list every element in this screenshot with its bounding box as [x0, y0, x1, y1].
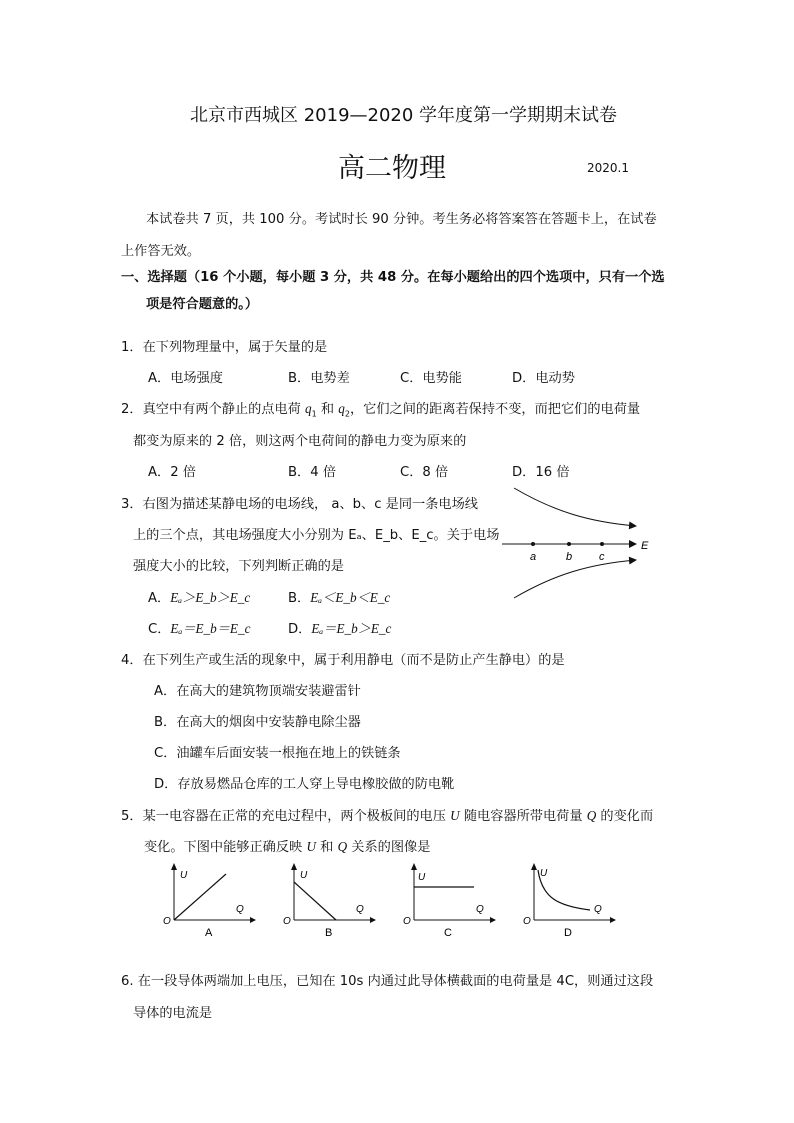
q2-q1-subscript: 1: [311, 409, 317, 419]
graph-d-origin: O: [523, 916, 531, 927]
q5-graph-c: [398, 862, 498, 940]
q3-stem-line-1: 3．右图为描述某静电场的电场线， a、b、c 是同一条电场线: [121, 497, 478, 512]
q4-stem: 4．在下列生产或生活的现象中，属于利用静电（而不是防止产生静电）的是: [121, 653, 565, 668]
graph-b-x-label: Q: [356, 904, 364, 915]
q5-U: U: [450, 808, 460, 823]
q2-stem-line-1: [121, 398, 640, 419]
field-line-top: [514, 488, 636, 526]
q5-graph-a: [158, 862, 258, 940]
q2-q1-symbol: q: [305, 401, 312, 416]
q3-option-c: [148, 618, 250, 637]
q3-option-d-text: Eₐ＝E_b＞E_c: [311, 621, 392, 636]
graph-d-label: D: [564, 927, 572, 939]
point-a: [531, 542, 535, 546]
q5-line2-mid: 和: [315, 840, 338, 855]
q3-option-a: [148, 587, 250, 606]
q1-option-a: A．电场强度: [148, 371, 223, 386]
q5-line2-post: 关系的图像是: [347, 840, 431, 855]
q3-field-lines-figure: [500, 482, 670, 604]
q1-stem: 1．在下列物理量中，属于矢量的是: [121, 340, 328, 355]
q5-line1-post: 的变化而: [596, 809, 654, 824]
q3-option-d: [288, 618, 391, 637]
subject-title: 高二物理: [338, 153, 446, 184]
q5-Q: Q: [586, 808, 597, 823]
q1-option-c: C．电势能: [400, 371, 462, 386]
intro-line-1: 本试卷共 7 页，共 100 分。考试时长 90 分钟。考生务必将答案答在答题卡上，在试卷: [146, 212, 657, 227]
exam-title: 北京市西城区 2019—2020 学年度第一学期期末试卷: [190, 105, 618, 126]
graph-a-origin: O: [163, 916, 171, 927]
q2-stem-post: ，它们之间的距离若保持不变，而把它们的电荷量: [349, 402, 641, 417]
q5-line1-pre: 5．某一电容器在正常的充电过程中，两个极板间的电压: [121, 809, 451, 824]
q4-option-a: A．在高大的建筑物顶端安装避雷针: [154, 684, 361, 699]
q2-option-c: C．8 倍: [400, 465, 449, 480]
q5-graph-d: [518, 862, 618, 940]
q3-option-b: [288, 587, 390, 606]
q3-option-c-text: Eₐ＝E_b＝E_c: [170, 621, 251, 636]
q3-option-a-label: A．: [148, 591, 171, 606]
q2-stem-pre: 2．真空中有两个静止的点电荷: [121, 402, 306, 417]
q1-option-b: B．电势差: [288, 371, 350, 386]
q3-stem-line-3: 强度大小的比较，下列判断正确的是: [133, 559, 344, 574]
q6-stem-line-1: 6. 在一段导体两端加上电压，已知在 10s 内通过此导体横截面的电荷量是 4C，则通过这段: [121, 974, 654, 989]
graph-b-curve: [294, 882, 336, 920]
graph-a-x-label: Q: [236, 904, 244, 915]
q3-stem-line-2: 上的三个点，其电场强度大小分别为 Eₐ、E_b、E_c。关于电场: [133, 528, 500, 543]
graph-c-label: C: [444, 927, 452, 939]
graph-d-y-label: U: [540, 868, 548, 879]
q4-option-c: C．油罐车后面安装一根拖在地上的铁链条: [154, 746, 401, 761]
field-line-bottom: [514, 560, 636, 598]
q2-q2-symbol: q: [338, 401, 345, 416]
q5-stem-line-1: [121, 805, 653, 824]
q3-option-a-text: Eₐ＞E_b＞E_c: [170, 590, 251, 605]
graph-b-y-label: U: [300, 870, 308, 881]
q5-Q-2: Q: [337, 839, 348, 854]
q2-option-d: D．16 倍: [512, 465, 570, 480]
q2-q2-subscript: 2: [344, 409, 350, 419]
q4-option-d: D．存放易燃品仓库的工人穿上导电橡胶做的防电靴: [154, 777, 455, 792]
q5-line2-pre: 变化。下图中能够正确反映: [144, 840, 307, 855]
graph-d-x-label: Q: [594, 904, 602, 915]
section1-heading-line-2: 项是符合题意的。）: [146, 297, 259, 312]
exam-date: 2020.1: [587, 161, 629, 175]
label-a: a: [530, 551, 537, 563]
q2-stem-line-2: 都变为原来的 2 倍，则这两个电荷间的静电力变为原来的: [133, 434, 467, 449]
graph-c-origin: O: [403, 916, 411, 927]
graph-b-label: B: [325, 927, 333, 939]
graph-a-label: A: [205, 927, 213, 939]
section1-heading-line-1: 一、选择题（16 个小题，每小题 3 分，共 48 分。在每小题给出的四个选项中，只有一个选: [121, 270, 665, 285]
q5-line1-mid: 随电容器所带电荷量: [459, 809, 587, 824]
graph-b-origin: O: [283, 916, 291, 927]
q5-U-2: U: [306, 839, 316, 854]
label-b: b: [566, 551, 573, 563]
graph-a-y-label: U: [180, 870, 188, 881]
intro-line-2: 上作答无效。: [121, 244, 201, 259]
q3-option-b-text: Eₐ＜E_b＜E_c: [310, 590, 391, 605]
q3-option-d-label: D．: [288, 622, 312, 637]
q1-option-d: D．电动势: [512, 371, 575, 386]
q5-graph-b: [278, 862, 378, 940]
q2-option-a: A．2 倍: [148, 465, 196, 480]
graph-c-x-label: Q: [476, 904, 484, 915]
q6-stem-line-2: 导体的电流是: [133, 1006, 213, 1021]
label-c: c: [599, 551, 605, 563]
graph-c-y-label: U: [418, 872, 426, 883]
q4-option-b: B．在高大的烟囱中安装静电除尘器: [154, 715, 361, 730]
label-E: E: [641, 540, 649, 552]
q5-stem-line-2: [144, 836, 430, 855]
q3-option-b-label: B．: [288, 591, 311, 606]
point-c: [600, 542, 604, 546]
q3-option-c-label: C．: [148, 622, 171, 637]
point-b: [567, 542, 571, 546]
q2-and: 和: [316, 402, 339, 417]
q2-option-b: B．4 倍: [288, 465, 337, 480]
